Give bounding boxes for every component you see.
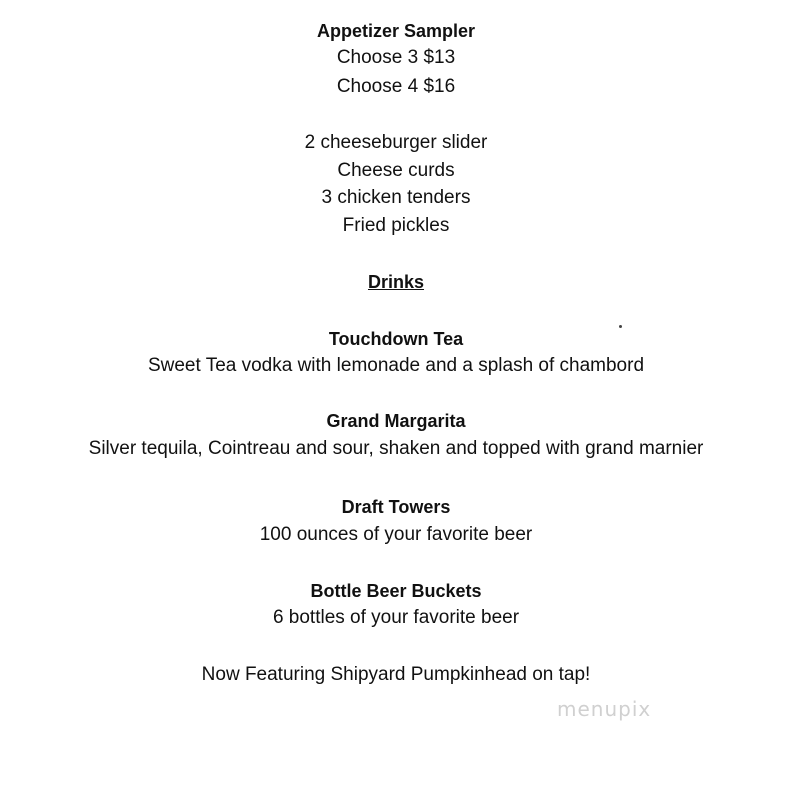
appetizer-item: Cheese curds [337,160,455,181]
price-option: Choose 4 $16 [336,76,456,97]
watermark-logo: menupix [557,697,652,721]
appetizer-item: 2 cheeseburger slider [304,132,488,153]
drink-description: Silver tequila, Cointreau and sour, shaken and topped with grand marnier [88,438,704,459]
drink-name: Grand Margarita [326,411,466,431]
appetizer-item: 3 chicken tenders [321,187,471,208]
drink-description: Sweet Tea vodka with lemonade and a splash of chambord [147,355,645,376]
appetizer-item: Fried pickles [342,215,450,236]
featured-note: Now Featuring Shipyard Pumpkinhead on tap! [201,664,591,685]
price-option: Choose 3 $13 [336,47,456,68]
drink-description: 100 ounces of your favorite beer [259,524,533,545]
drink-description: 6 bottles of your favorite beer [272,607,520,628]
drink-name: Bottle Beer Buckets [310,581,482,601]
drinks-heading: Drinks [367,272,425,292]
appetizer-title: Appetizer Sampler [316,21,476,41]
drink-name: Draft Towers [341,497,451,517]
drink-name: Touchdown Tea [328,329,464,349]
